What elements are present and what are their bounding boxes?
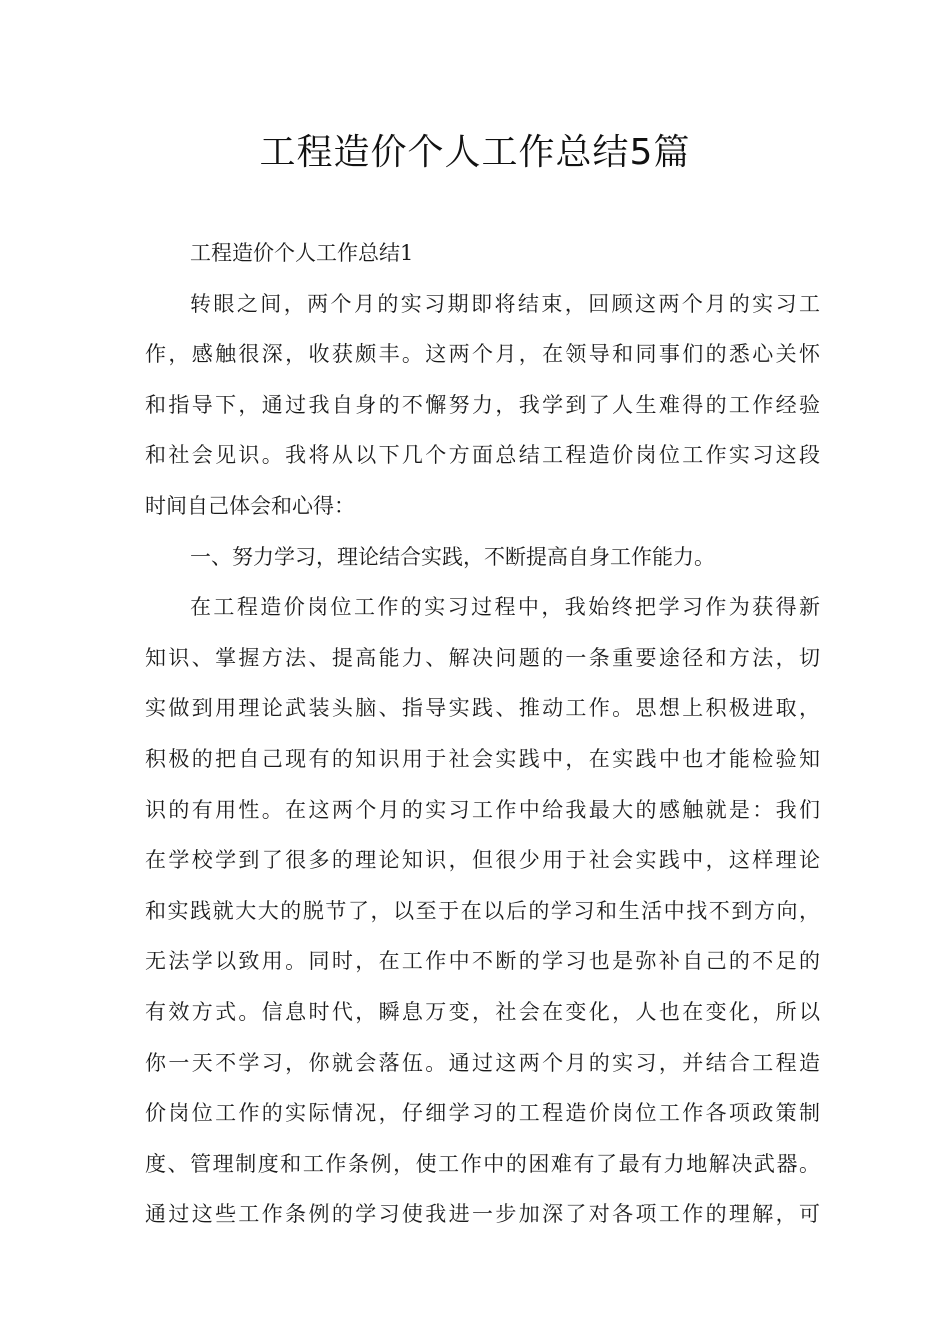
paragraph-line: 在工程造价岗位工作的实习过程中，我始终把学习作为获得新 (190, 595, 820, 620)
paragraph-line: 知识、掌握方法、提高能力、解决问题的一条重要途径和方法，切 (145, 645, 820, 670)
paragraph-line: 和指导下，通过我自身的不懈努力，我学到了人生难得的工作经验 (145, 392, 820, 417)
paragraph-line: 在学校学到了很多的理论知识，但很少用于社会实践中，这样理论 (145, 848, 820, 873)
paragraph-line: 有效方式。信息时代，瞬息万变，社会在变化，人也在变化，所以 (145, 999, 820, 1024)
subheading-line: 一、努力学习，理论结合实践，不断提高自身工作能力。 (190, 544, 715, 569)
paragraph-line: 转眼之间，两个月的实习期即将结束，回顾这两个月的实习工 (190, 291, 820, 316)
paragraph-line: 实做到用理论武装头脑、指导实践、推动工作。思想上积极进取， (145, 696, 820, 721)
paragraph-line: 积极的把自己现有的知识用于社会实践中，在实践中也才能检验知 (145, 746, 820, 771)
paragraph-line: 作，感触很深，收获颇丰。这两个月，在领导和同事们的悉心关怀 (145, 342, 820, 367)
paragraph-line: 时间自己体会和心得： (145, 493, 355, 518)
document-body (145, 228, 820, 1240)
paragraph-line: 无法学以致用。同时，在工作中不断的学习也是弥补自己的不足的 (145, 949, 820, 974)
paragraph-line: 度、管理制度和工作条例，使工作中的困难有了最有力地解决武器。 (145, 1151, 820, 1176)
paragraph-line: 识的有用性。在这两个月的实习工作中给我最大的感触就是：我们 (145, 797, 820, 822)
paragraph-line: 你一天不学习，你就会落伍。通过这两个月的实习，并结合工程造 (145, 1050, 820, 1075)
paragraph-line: 和实践就大大的脱节了，以至于在以后的学习和生活中找不到方向， (145, 898, 820, 923)
document-title: 工程造价个人工作总结5篇 (259, 132, 691, 173)
section-heading-1: 工程造价个人工作总结1 (190, 241, 414, 265)
paragraph-line: 通过这些工作条例的学习使我进一步加深了对各项工作的理解，可 (145, 1202, 820, 1227)
paragraph-line: 和社会见识。我将从以下几个方面总结工程造价岗位工作实习这段 (145, 443, 820, 468)
paragraph-line: 价岗位工作的实际情况，仔细学习的工程造价岗位工作各项政策制 (145, 1101, 820, 1126)
